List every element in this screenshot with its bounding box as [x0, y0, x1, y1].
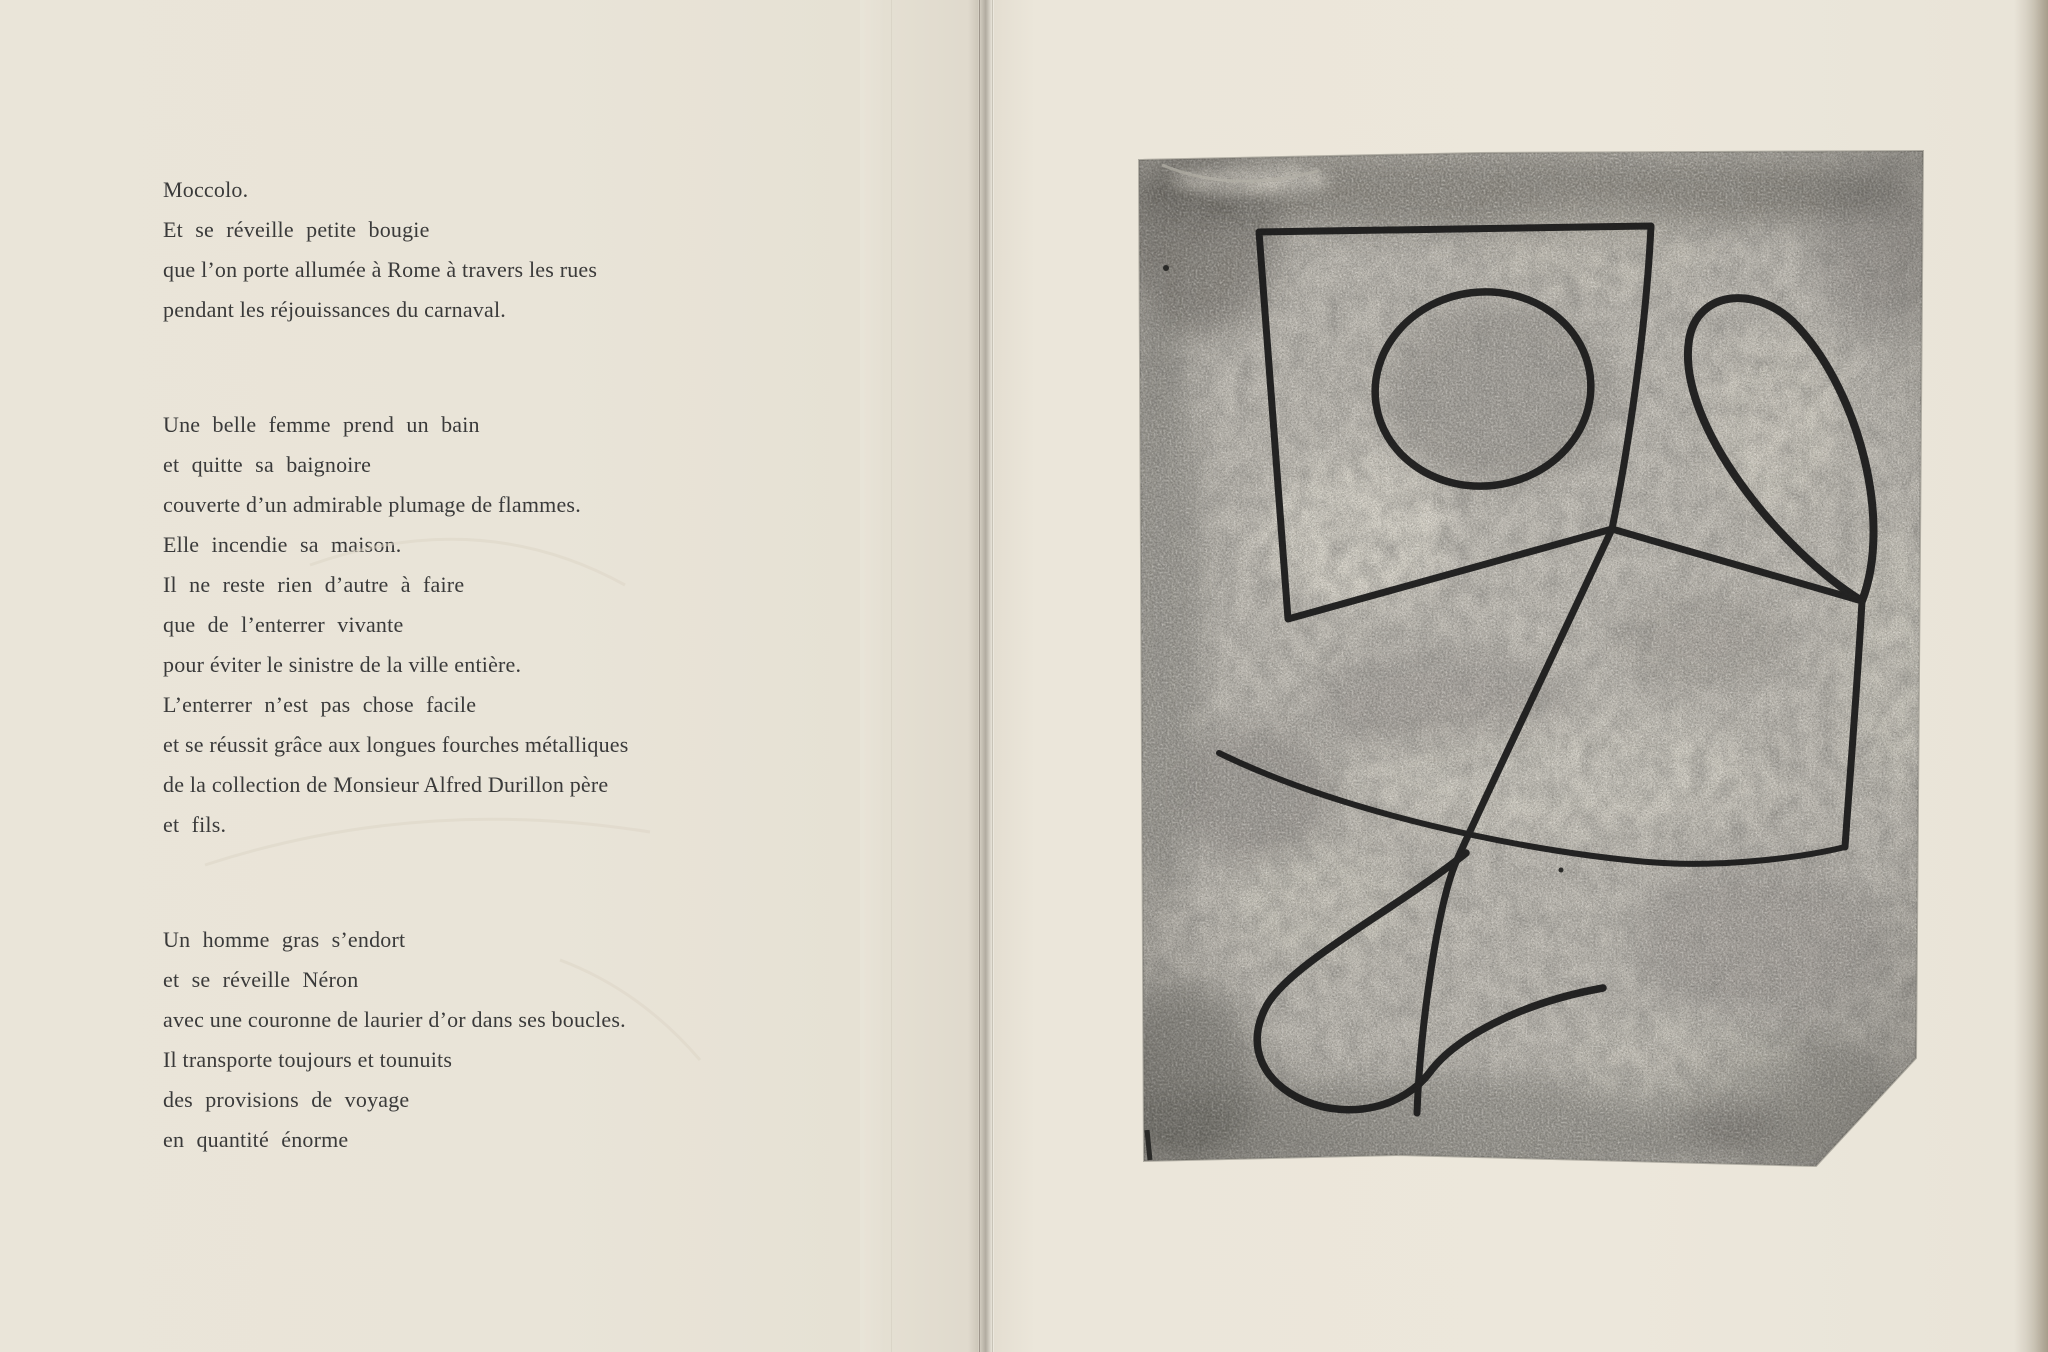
- poem-line: Moccolo.: [163, 177, 249, 202]
- poem-line: Et se réveille petite bougie: [163, 217, 430, 242]
- poem-line: et se réveille Néron: [163, 967, 359, 992]
- etching-plate: [1115, 145, 1935, 1173]
- poem-line: des provisions de voyage: [163, 1087, 410, 1112]
- poem-line: de la collection de Monsieur Alfred Durillon père: [163, 772, 609, 797]
- poem-line: que l’on porte allumée à Rome à travers les rues: [163, 257, 598, 282]
- poem-line: avec une couronne de laurier d’or dans ses boucles.: [163, 1007, 626, 1032]
- poem-line: Il transporte toujours et tounuits: [163, 1047, 453, 1072]
- poem-line: pour éviter le sinistre de la ville entière.: [163, 652, 522, 677]
- poem-line: Une belle femme prend un bain: [163, 412, 480, 437]
- poem-line: Il ne reste rien d’autre à faire: [163, 572, 465, 597]
- poem-line: couverte d’un admirable plumage de flammes.: [163, 492, 581, 517]
- page-edge-shadow: [2014, 0, 2048, 1352]
- poem-line: en quantité énorme: [163, 1127, 349, 1152]
- poem-line: et fils.: [163, 812, 227, 837]
- poem-line: Elle incendie sa maison.: [163, 532, 402, 557]
- poem-line: pendant les réjouissances du carnaval.: [163, 297, 506, 322]
- poem-line: et quitte sa baignoire: [163, 452, 372, 477]
- poem-line: que de l’enterrer vivante: [163, 612, 404, 637]
- poem-line: Un homme gras s’endort: [163, 927, 406, 952]
- left-page-showthrough-marks: [205, 539, 700, 1060]
- poem-line: et se réussit grâce aux longues fourches métalliques: [163, 732, 629, 757]
- poem-line: L’enterrer n’est pas chose facile: [163, 692, 477, 717]
